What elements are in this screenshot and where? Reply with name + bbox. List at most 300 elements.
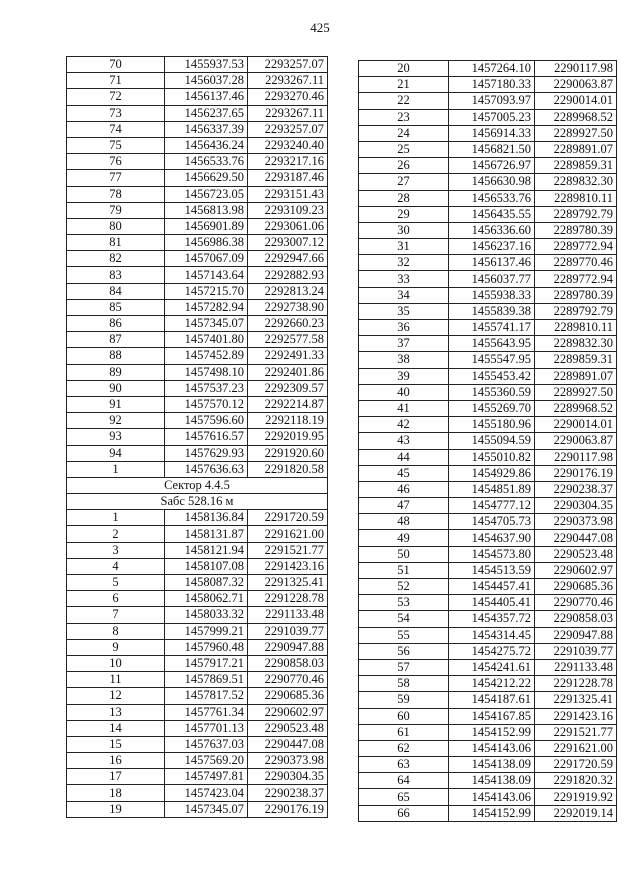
coord-x: 1457215.70: [165, 283, 248, 299]
section-title-row: [67, 477, 328, 493]
table-row: [359, 724, 617, 740]
point-number: 82: [67, 251, 165, 267]
table-row: [359, 692, 617, 708]
table-row: [359, 627, 617, 643]
point-number: 61: [359, 724, 449, 740]
table-row: [359, 757, 617, 773]
coord-x: 1458121.94: [165, 542, 248, 558]
point-number: 59: [359, 692, 449, 708]
point-number: 63: [359, 757, 449, 773]
coord-x: 1455094.59: [449, 433, 535, 449]
coord-y: 2292019.14: [535, 805, 617, 821]
coord-x: 1457282.94: [165, 299, 248, 315]
table-row: [67, 396, 328, 412]
coord-y: 2289927.50: [535, 384, 617, 400]
point-number: 74: [67, 121, 165, 137]
coord-y: 2292309.57: [248, 380, 328, 396]
point-number: 86: [67, 316, 165, 332]
coord-x: 1456533.76: [449, 190, 535, 206]
coord-y: 2290523.48: [535, 546, 617, 562]
coord-y: 2293267.11: [248, 105, 328, 121]
coord-y: 2289832.30: [535, 174, 617, 190]
table-row: [67, 526, 328, 542]
coord-y: 2290117.98: [535, 61, 617, 77]
point-number: 16: [67, 753, 165, 769]
coord-x: 1457629.93: [165, 445, 248, 461]
coord-x: 1457596.60: [165, 413, 248, 429]
point-number: 5: [67, 575, 165, 591]
point-number: 49: [359, 530, 449, 546]
table-row: [67, 769, 328, 785]
point-number: 45: [359, 465, 449, 481]
point-number: 37: [359, 336, 449, 352]
coord-x: 1457345.07: [165, 801, 248, 817]
coord-y: 2291621.00: [248, 526, 328, 542]
coord-x: 1456137.46: [165, 89, 248, 105]
table-row: [67, 154, 328, 170]
coord-y: 2290373.98: [248, 753, 328, 769]
coord-y: 2289891.07: [535, 368, 617, 384]
coord-x: 1458033.32: [165, 607, 248, 623]
coord-x: 1454167.85: [449, 708, 535, 724]
page-number: 425: [310, 20, 330, 35]
table-row: [359, 417, 617, 433]
coord-y: 2290373.98: [535, 514, 617, 530]
table-row: [67, 639, 328, 655]
point-number: 73: [67, 105, 165, 121]
coord-x: 1454187.61: [449, 692, 535, 708]
table-row: [359, 239, 617, 255]
point-number: 14: [67, 720, 165, 736]
point-number: 25: [359, 141, 449, 157]
left-table-rows-a: [67, 57, 328, 478]
point-number: 42: [359, 417, 449, 433]
point-number: 6: [67, 591, 165, 607]
point-number: 77: [67, 170, 165, 186]
point-number: 1: [67, 461, 165, 477]
table-row: [67, 57, 328, 73]
point-number: 10: [67, 655, 165, 671]
table-row: [359, 93, 617, 109]
coord-x: 1456821.50: [449, 141, 535, 157]
coord-y: 2291820.32: [535, 773, 617, 789]
coord-x: 1454241.61: [449, 659, 535, 675]
point-number: 21: [359, 77, 449, 93]
point-number: 35: [359, 303, 449, 319]
coord-x: 1456337.39: [165, 121, 248, 137]
point-number: 18: [67, 785, 165, 801]
coord-y: 2290602.97: [535, 562, 617, 578]
table-row: [67, 575, 328, 591]
coord-x: 1458107.08: [165, 558, 248, 574]
coord-y: 2291325.41: [535, 692, 617, 708]
point-number: 88: [67, 348, 165, 364]
coord-y: 2292118.19: [248, 413, 328, 429]
point-number: 43: [359, 433, 449, 449]
coord-x: 1458131.87: [165, 526, 248, 542]
point-number: 78: [67, 186, 165, 202]
table-row: [359, 740, 617, 756]
table-row: [67, 720, 328, 736]
point-number: 94: [67, 445, 165, 461]
table-row: [359, 158, 617, 174]
point-number: 36: [359, 320, 449, 336]
coord-x: 1455938.33: [449, 287, 535, 303]
coord-x: 1457005.23: [449, 109, 535, 125]
coord-y: 2290304.35: [535, 498, 617, 514]
coord-y: 2290947.88: [248, 639, 328, 655]
table-row: [359, 400, 617, 416]
coord-y: 2290947.88: [535, 627, 617, 643]
point-number: 87: [67, 332, 165, 348]
point-number: 54: [359, 611, 449, 627]
table-row: [67, 429, 328, 445]
point-number: 32: [359, 255, 449, 271]
coord-y: 2292660.23: [248, 316, 328, 332]
coord-y: 2289792.79: [535, 206, 617, 222]
coord-y: 2291133.48: [248, 607, 328, 623]
point-number: 50: [359, 546, 449, 562]
point-number: 9: [67, 639, 165, 655]
coord-x: 1457761.34: [165, 704, 248, 720]
point-number: 47: [359, 498, 449, 514]
coord-x: 1455839.38: [449, 303, 535, 319]
coord-y: 2293257.07: [248, 57, 328, 73]
coord-x: 1456533.76: [165, 154, 248, 170]
coord-y: 2289891.07: [535, 141, 617, 157]
coord-x: 1456037.77: [449, 271, 535, 287]
table-row: [67, 445, 328, 461]
point-number: 90: [67, 380, 165, 396]
table-row: [359, 449, 617, 465]
table-row: [67, 704, 328, 720]
coord-x: 1457569.20: [165, 753, 248, 769]
coord-y: 2289968.52: [535, 400, 617, 416]
point-number: 64: [359, 773, 449, 789]
coord-y: 2293061.06: [248, 218, 328, 234]
table-row: [67, 655, 328, 671]
coord-x: 1454929.86: [449, 465, 535, 481]
table-row: [359, 676, 617, 692]
coord-x: 1456237.65: [165, 105, 248, 121]
point-number: 91: [67, 396, 165, 412]
coord-x: 1456137.46: [449, 255, 535, 271]
coord-y: 2289859.31: [535, 352, 617, 368]
coord-y: 2290063.87: [535, 433, 617, 449]
coord-x: 1458136.84: [165, 510, 248, 526]
table-row: [359, 805, 617, 821]
point-number: 40: [359, 384, 449, 400]
coord-x: 1455010.82: [449, 449, 535, 465]
coord-y: 2291621.00: [535, 740, 617, 756]
table-row: [67, 542, 328, 558]
coord-y: 2291423.16: [248, 558, 328, 574]
table-row: [359, 271, 617, 287]
coord-x: 1455453.42: [449, 368, 535, 384]
coord-x: 1457701.13: [165, 720, 248, 736]
coord-x: 1454152.99: [449, 805, 535, 821]
coord-x: 1457093.97: [449, 93, 535, 109]
table-row: [359, 190, 617, 206]
coord-y: 2291521.77: [248, 542, 328, 558]
point-number: 34: [359, 287, 449, 303]
table-row: [359, 481, 617, 497]
table-row: [67, 461, 328, 477]
coord-x: 1457401.80: [165, 332, 248, 348]
coord-x: 1457869.51: [165, 672, 248, 688]
table-row: [67, 251, 328, 267]
table-row: [67, 332, 328, 348]
coord-x: 1455360.59: [449, 384, 535, 400]
coord-x: 1456436.24: [165, 137, 248, 153]
table-row: [67, 235, 328, 251]
coord-y: 2289859.31: [535, 158, 617, 174]
point-number: 13: [67, 704, 165, 720]
coord-x: 1457960.48: [165, 639, 248, 655]
table-row: [359, 174, 617, 190]
coord-y: 2293270.46: [248, 89, 328, 105]
table-row: [359, 320, 617, 336]
coord-y: 2290523.48: [248, 720, 328, 736]
coord-y: 2291325.41: [248, 575, 328, 591]
point-number: 1: [67, 510, 165, 526]
table-row: [359, 789, 617, 805]
point-number: 28: [359, 190, 449, 206]
point-number: 38: [359, 352, 449, 368]
coord-x: 1455937.53: [165, 57, 248, 73]
coord-y: 2289968.52: [535, 109, 617, 125]
point-number: 3: [67, 542, 165, 558]
coord-x: 1456037.28: [165, 73, 248, 89]
point-number: 4: [67, 558, 165, 574]
coord-x: 1458087.32: [165, 575, 248, 591]
coord-y: 2292813.24: [248, 283, 328, 299]
coord-x: 1454357.72: [449, 611, 535, 627]
coord-y: 2292401.86: [248, 364, 328, 380]
point-number: 27: [359, 174, 449, 190]
point-number: 12: [67, 688, 165, 704]
point-number: 85: [67, 299, 165, 315]
coord-y: 2291039.77: [248, 623, 328, 639]
table-row: [67, 267, 328, 283]
section-area-row: [67, 494, 328, 510]
point-number: 22: [359, 93, 449, 109]
coord-y: 2290014.01: [535, 93, 617, 109]
table-row: [359, 659, 617, 675]
point-number: 11: [67, 672, 165, 688]
table-row: [67, 137, 328, 153]
coord-y: 2289780.39: [535, 222, 617, 238]
table-row: [359, 514, 617, 530]
point-number: 52: [359, 579, 449, 595]
coord-y: 2290770.46: [248, 672, 328, 688]
section-header: [67, 477, 328, 509]
point-number: 75: [67, 137, 165, 153]
coord-x: 1457537.23: [165, 380, 248, 396]
coord-y: 2289770.46: [535, 255, 617, 271]
coord-x: 1454314.45: [449, 627, 535, 643]
coord-x: 1457498.10: [165, 364, 248, 380]
coordinates-table-left: [66, 56, 328, 818]
coord-x: 1454705.73: [449, 514, 535, 530]
table-row: [359, 109, 617, 125]
point-number: 8: [67, 623, 165, 639]
table-row: [359, 141, 617, 157]
coord-x: 1458062.71: [165, 591, 248, 607]
coord-x: 1454138.09: [449, 773, 535, 789]
point-number: 7: [67, 607, 165, 623]
coord-y: 2290685.36: [248, 688, 328, 704]
table-row: [359, 206, 617, 222]
coord-x: 1454777.12: [449, 498, 535, 514]
table-row: [67, 105, 328, 121]
coord-y: 2289810.11: [535, 320, 617, 336]
coord-y: 2289780.39: [535, 287, 617, 303]
table-row: [359, 384, 617, 400]
coord-y: 2293217.16: [248, 154, 328, 170]
table-row: [67, 785, 328, 801]
coord-y: 2290858.03: [248, 655, 328, 671]
coord-y: 2291423.16: [535, 708, 617, 724]
point-number: 44: [359, 449, 449, 465]
coord-y: 2291228.78: [248, 591, 328, 607]
coord-y: 2290176.19: [248, 801, 328, 817]
coord-y: 2290063.87: [535, 77, 617, 93]
coord-y: 2293257.07: [248, 121, 328, 137]
table-row: [67, 218, 328, 234]
table-row: [67, 413, 328, 429]
point-number: 17: [67, 769, 165, 785]
table-row: [359, 77, 617, 93]
coord-y: 2291919.92: [535, 789, 617, 805]
table-row: [359, 465, 617, 481]
coord-y: 2290685.36: [535, 579, 617, 595]
point-number: 83: [67, 267, 165, 283]
table-row: [359, 352, 617, 368]
point-number: 23: [359, 109, 449, 125]
point-number: 55: [359, 627, 449, 643]
coord-y: 2289772.94: [535, 271, 617, 287]
coord-x: 1457452.89: [165, 348, 248, 364]
table-row: [67, 801, 328, 817]
coord-x: 1457423.04: [165, 785, 248, 801]
table-row: [67, 753, 328, 769]
point-number: 33: [359, 271, 449, 287]
point-number: 30: [359, 222, 449, 238]
coord-x: 1454513.59: [449, 562, 535, 578]
coord-x: 1455741.17: [449, 320, 535, 336]
section-area: Sабс 528.16 м: [67, 494, 328, 510]
table-row: [359, 708, 617, 724]
point-number: 53: [359, 595, 449, 611]
coord-y: 2293151.43: [248, 186, 328, 202]
point-number: 48: [359, 514, 449, 530]
coord-x: 1456986.38: [165, 235, 248, 251]
coord-y: 2293187.46: [248, 170, 328, 186]
coord-y: 2289832.30: [535, 336, 617, 352]
table-row: [359, 222, 617, 238]
table-row: [67, 186, 328, 202]
section-title: Сектор 4.4.5: [67, 477, 328, 493]
coord-x: 1456237.16: [449, 239, 535, 255]
table-row: [67, 364, 328, 380]
point-number: 65: [359, 789, 449, 805]
point-number: 2: [67, 526, 165, 542]
table-row: [359, 255, 617, 271]
coord-y: 2289772.94: [535, 239, 617, 255]
table-row: [67, 73, 328, 89]
coord-y: 2292882.93: [248, 267, 328, 283]
table-row: [359, 530, 617, 546]
coord-y: 2292947.66: [248, 251, 328, 267]
point-number: 62: [359, 740, 449, 756]
coord-x: 1454637.90: [449, 530, 535, 546]
point-number: 71: [67, 73, 165, 89]
coord-x: 1457180.33: [449, 77, 535, 93]
table-row: [359, 336, 617, 352]
coord-y: 2291228.78: [535, 676, 617, 692]
table-row: [359, 303, 617, 319]
coordinates-table-right: [358, 60, 617, 822]
coord-x: 1457999.21: [165, 623, 248, 639]
table-row: [359, 611, 617, 627]
coord-x: 1456723.05: [165, 186, 248, 202]
table-row: [359, 546, 617, 562]
coord-y: 2293007.12: [248, 235, 328, 251]
point-number: 81: [67, 235, 165, 251]
table-row: [359, 595, 617, 611]
point-number: 41: [359, 400, 449, 416]
coord-x: 1457637.03: [165, 736, 248, 752]
table-row: [67, 591, 328, 607]
coord-y: 2289792.79: [535, 303, 617, 319]
coord-y: 2291521.77: [535, 724, 617, 740]
left-table-rows-b: [67, 510, 328, 818]
coord-x: 1454405.41: [449, 595, 535, 611]
table-row: [359, 643, 617, 659]
point-number: 39: [359, 368, 449, 384]
coord-x: 1456435.55: [449, 206, 535, 222]
point-number: 84: [67, 283, 165, 299]
coord-x: 1456901.89: [165, 218, 248, 234]
coord-x: 1456813.98: [165, 202, 248, 218]
coord-x: 1456336.60: [449, 222, 535, 238]
table-row: [67, 736, 328, 752]
coord-y: 2290858.03: [535, 611, 617, 627]
table-row: [67, 380, 328, 396]
table-row: [67, 299, 328, 315]
coord-y: 2292491.33: [248, 348, 328, 364]
table-row: [67, 510, 328, 526]
table-row: [359, 61, 617, 77]
coord-x: 1454143.06: [449, 740, 535, 756]
coord-x: 1457570.12: [165, 396, 248, 412]
coord-y: 2293267.11: [248, 73, 328, 89]
table-row: [67, 89, 328, 105]
coord-y: 2290176.19: [535, 465, 617, 481]
point-number: 56: [359, 643, 449, 659]
table-row: [359, 368, 617, 384]
coord-y: 2293109.23: [248, 202, 328, 218]
coord-x: 1454573.80: [449, 546, 535, 562]
coord-x: 1454457.41: [449, 579, 535, 595]
table-row: [67, 672, 328, 688]
table-row: [67, 688, 328, 704]
point-number: 72: [67, 89, 165, 105]
table-row: [359, 773, 617, 789]
point-number: 29: [359, 206, 449, 222]
coord-y: 2290238.37: [535, 481, 617, 497]
